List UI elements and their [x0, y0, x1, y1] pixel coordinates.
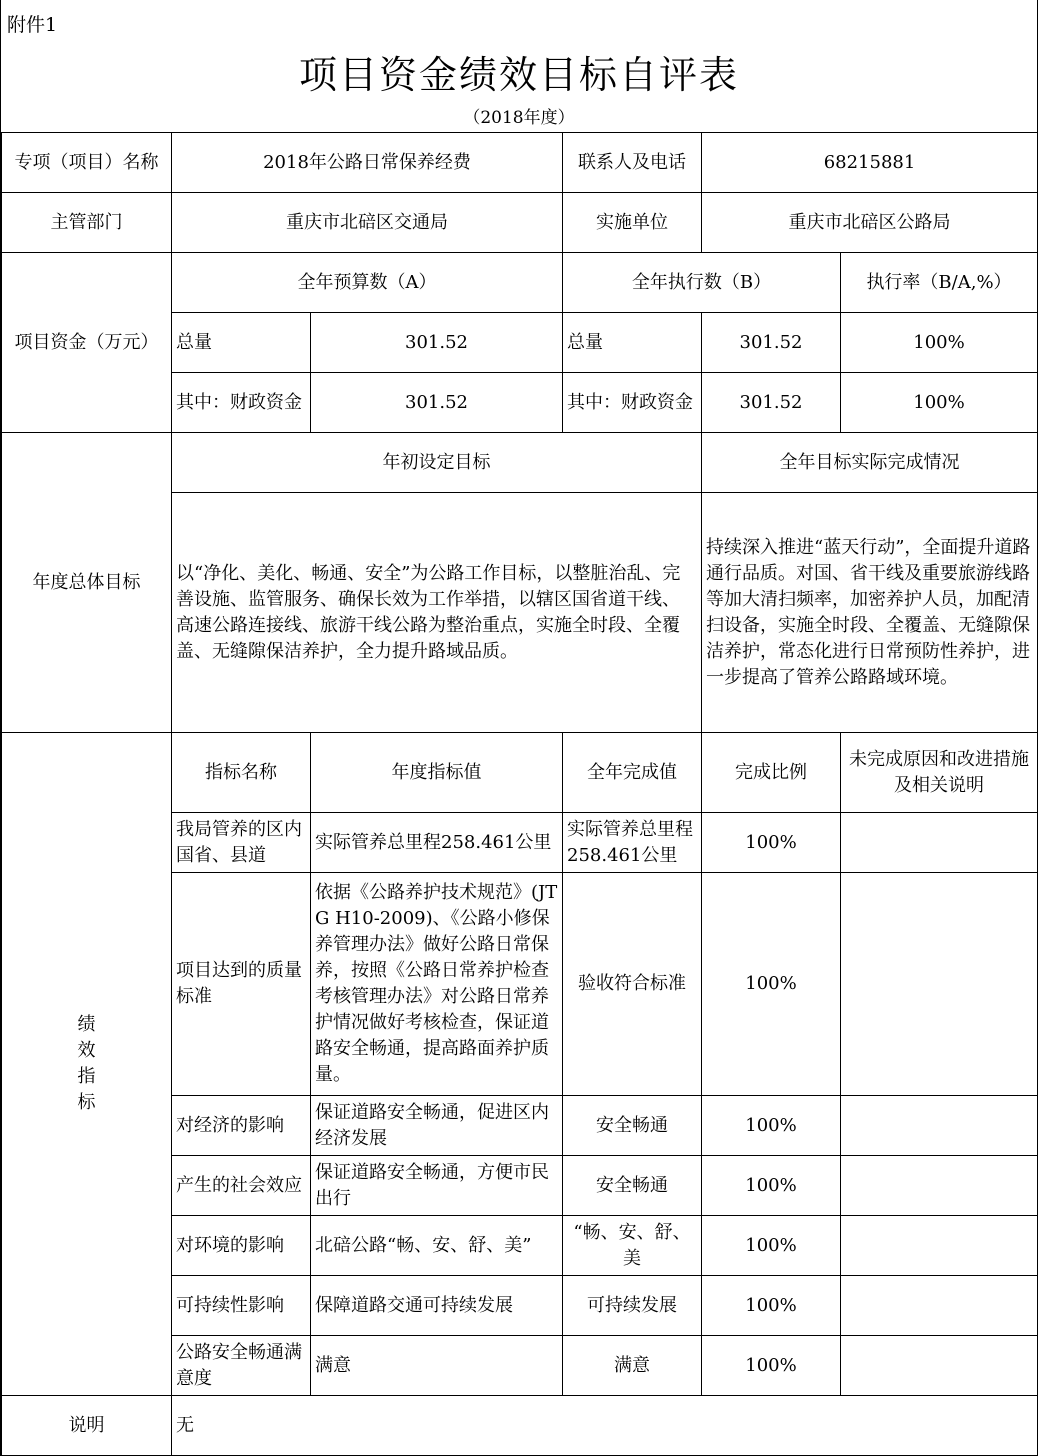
indicators-label-char: 指	[77, 1066, 96, 1087]
total-rate-value: 100%	[841, 313, 1038, 373]
header-completed-value: 全年完成值	[563, 733, 702, 813]
impl-value: 重庆市北碚区公路局	[702, 193, 1038, 253]
total-label-budget: 总量	[172, 313, 311, 373]
indicator-ratio: 100%	[702, 1216, 841, 1276]
indicator-annual: 北碚公路“畅、安、舒、美”	[311, 1216, 563, 1276]
indicator-annual: 实际管养总里程258.461公里	[311, 813, 563, 873]
indicator-name: 可持续性影响	[172, 1276, 311, 1336]
header-reason-line1: 未完成原因和改进措施	[849, 748, 1029, 770]
project-name-label: 专项（项目）名称	[2, 133, 172, 193]
indicators-label	[2, 733, 172, 1396]
indicators-label-char: 绩	[77, 1014, 96, 1035]
indicator-name: 项目达到的质量标准	[172, 873, 311, 1096]
initial-goal-text: 以“净化、美化、畅通、安全”为公路工作目标，以整脏治乱、完善设施、监管服务、确保长效为工作举措，以辖区国省道干线、高速公路连接线、旅游干线公路为整治重点，实施全时段、全覆盖、无缝隙保洁养护，全力提升路域品质。	[172, 493, 702, 733]
dept-value: 重庆市北碚区交通局	[172, 193, 563, 253]
indicator-header-row	[2, 733, 1038, 813]
dept-label: 主管部门	[2, 193, 172, 253]
total-label-exec: 总量	[563, 313, 702, 373]
year-subtitle: （2018年度）	[463, 108, 575, 128]
project-name-value: 2018年公路日常保养经费	[172, 133, 563, 193]
initial-goal-header: 年初设定目标	[172, 433, 702, 493]
indicator-name: 公路安全畅通满意度	[172, 1336, 311, 1396]
department-row	[2, 193, 1038, 253]
contact-value: 68215881	[702, 133, 1038, 193]
indicator-name: 我局管养的区内国省、县道	[172, 813, 311, 873]
fiscal-label-exec: 其中：财政资金	[563, 373, 702, 433]
indicator-ratio: 100%	[702, 873, 841, 1096]
exec-header: 全年执行数（B）	[563, 253, 841, 313]
indicator-annual: 保证道路安全畅通，促进区内经济发展	[311, 1096, 563, 1156]
indicator-reason	[841, 873, 1038, 1096]
impl-label: 实施单位	[563, 193, 702, 253]
indicator-completed: 可持续发展	[563, 1276, 702, 1336]
header-reason	[841, 733, 1038, 813]
indicator-annual: 保证道路安全畅通，方便市民出行	[311, 1156, 563, 1216]
indicator-completed: 安全畅通	[563, 1096, 702, 1156]
fiscal-label-budget: 其中：财政资金	[172, 373, 311, 433]
goals-label: 年度总体目标	[2, 433, 172, 733]
fiscal-exec-value: 301.52	[702, 373, 841, 433]
indicator-annual: 保障道路交通可持续发展	[311, 1276, 563, 1336]
budget-header: 全年预算数（A）	[172, 253, 563, 313]
header-indicator-name: 指标名称	[172, 733, 311, 813]
project-name-row	[2, 133, 1038, 193]
funds-label: 项目资金（万元）	[2, 253, 172, 433]
indicator-annual: 满意	[311, 1336, 563, 1396]
indicator-completed: 实际管养总里程258.461公里	[563, 813, 702, 873]
actual-goal-header: 全年目标实际完成情况	[702, 433, 1038, 493]
header-completion-ratio: 完成比例	[702, 733, 841, 813]
indicator-completed: 满意	[563, 1336, 702, 1396]
fiscal-budget-value: 301.52	[311, 373, 563, 433]
notes-row	[2, 1396, 1038, 1456]
indicator-ratio: 100%	[702, 1276, 841, 1336]
indicator-ratio: 100%	[702, 1156, 841, 1216]
indicator-completed: 验收符合标准	[563, 873, 702, 1096]
indicators-label-char: 效	[77, 1040, 96, 1061]
indicator-ratio: 100%	[702, 813, 841, 873]
indicator-reason	[841, 1156, 1038, 1216]
evaluation-table	[1, 132, 1038, 1456]
total-budget-value: 301.52	[311, 313, 563, 373]
indicators-label-char: 标	[77, 1092, 96, 1113]
notes-label: 说明	[2, 1396, 172, 1456]
indicator-name: 产生的社会效应	[172, 1156, 311, 1216]
indicator-annual: 依据《公路养护技术规范》(JTG H10-2009)、《公路小修保养管理办法》做好公路日常保养，按照《公路日常养护检查考核管理办法》对公路日常养护情况做好考核检查，保证道路安全畅通，提高路面养护质量。	[311, 873, 563, 1096]
indicator-reason	[841, 1336, 1038, 1396]
page-title: 项目资金绩效目标自评表	[298, 53, 739, 97]
indicator-ratio: 100%	[702, 1336, 841, 1396]
indicator-name: 对经济的影响	[172, 1096, 311, 1156]
indicator-reason	[841, 1096, 1038, 1156]
notes-value: 无	[172, 1396, 1038, 1456]
indicator-completed: “畅、安、舒、美	[563, 1216, 702, 1276]
total-exec-value: 301.52	[702, 313, 841, 373]
header-reason-line2: 及相关说明	[894, 774, 984, 796]
rate-header: 执行率（B/A,%）	[841, 253, 1038, 313]
indicator-reason	[841, 813, 1038, 873]
indicator-reason	[841, 1276, 1038, 1336]
actual-goal-text: 持续深入推进“蓝天行动”，全面提升道路通行品质。对国、省干线及重要旅游线路等加大清扫频率，加密养护人员，加配清扫设备，实施全时段、全覆盖、无缝隙保洁养护，常态化进行日常预防性养护，进一步提高了管养公路路域环境。	[702, 493, 1038, 733]
indicator-ratio: 100%	[702, 1096, 841, 1156]
header-annual-value: 年度指标值	[311, 733, 563, 813]
attachment-label: 附件1	[7, 14, 58, 36]
indicator-completed: 安全畅通	[563, 1156, 702, 1216]
funds-header-row	[2, 253, 1038, 313]
indicator-name: 对环境的影响	[172, 1216, 311, 1276]
contact-label: 联系人及电话	[563, 133, 702, 193]
fiscal-rate-value: 100%	[841, 373, 1038, 433]
indicator-reason	[841, 1216, 1038, 1276]
goals-header-row	[2, 433, 1038, 493]
